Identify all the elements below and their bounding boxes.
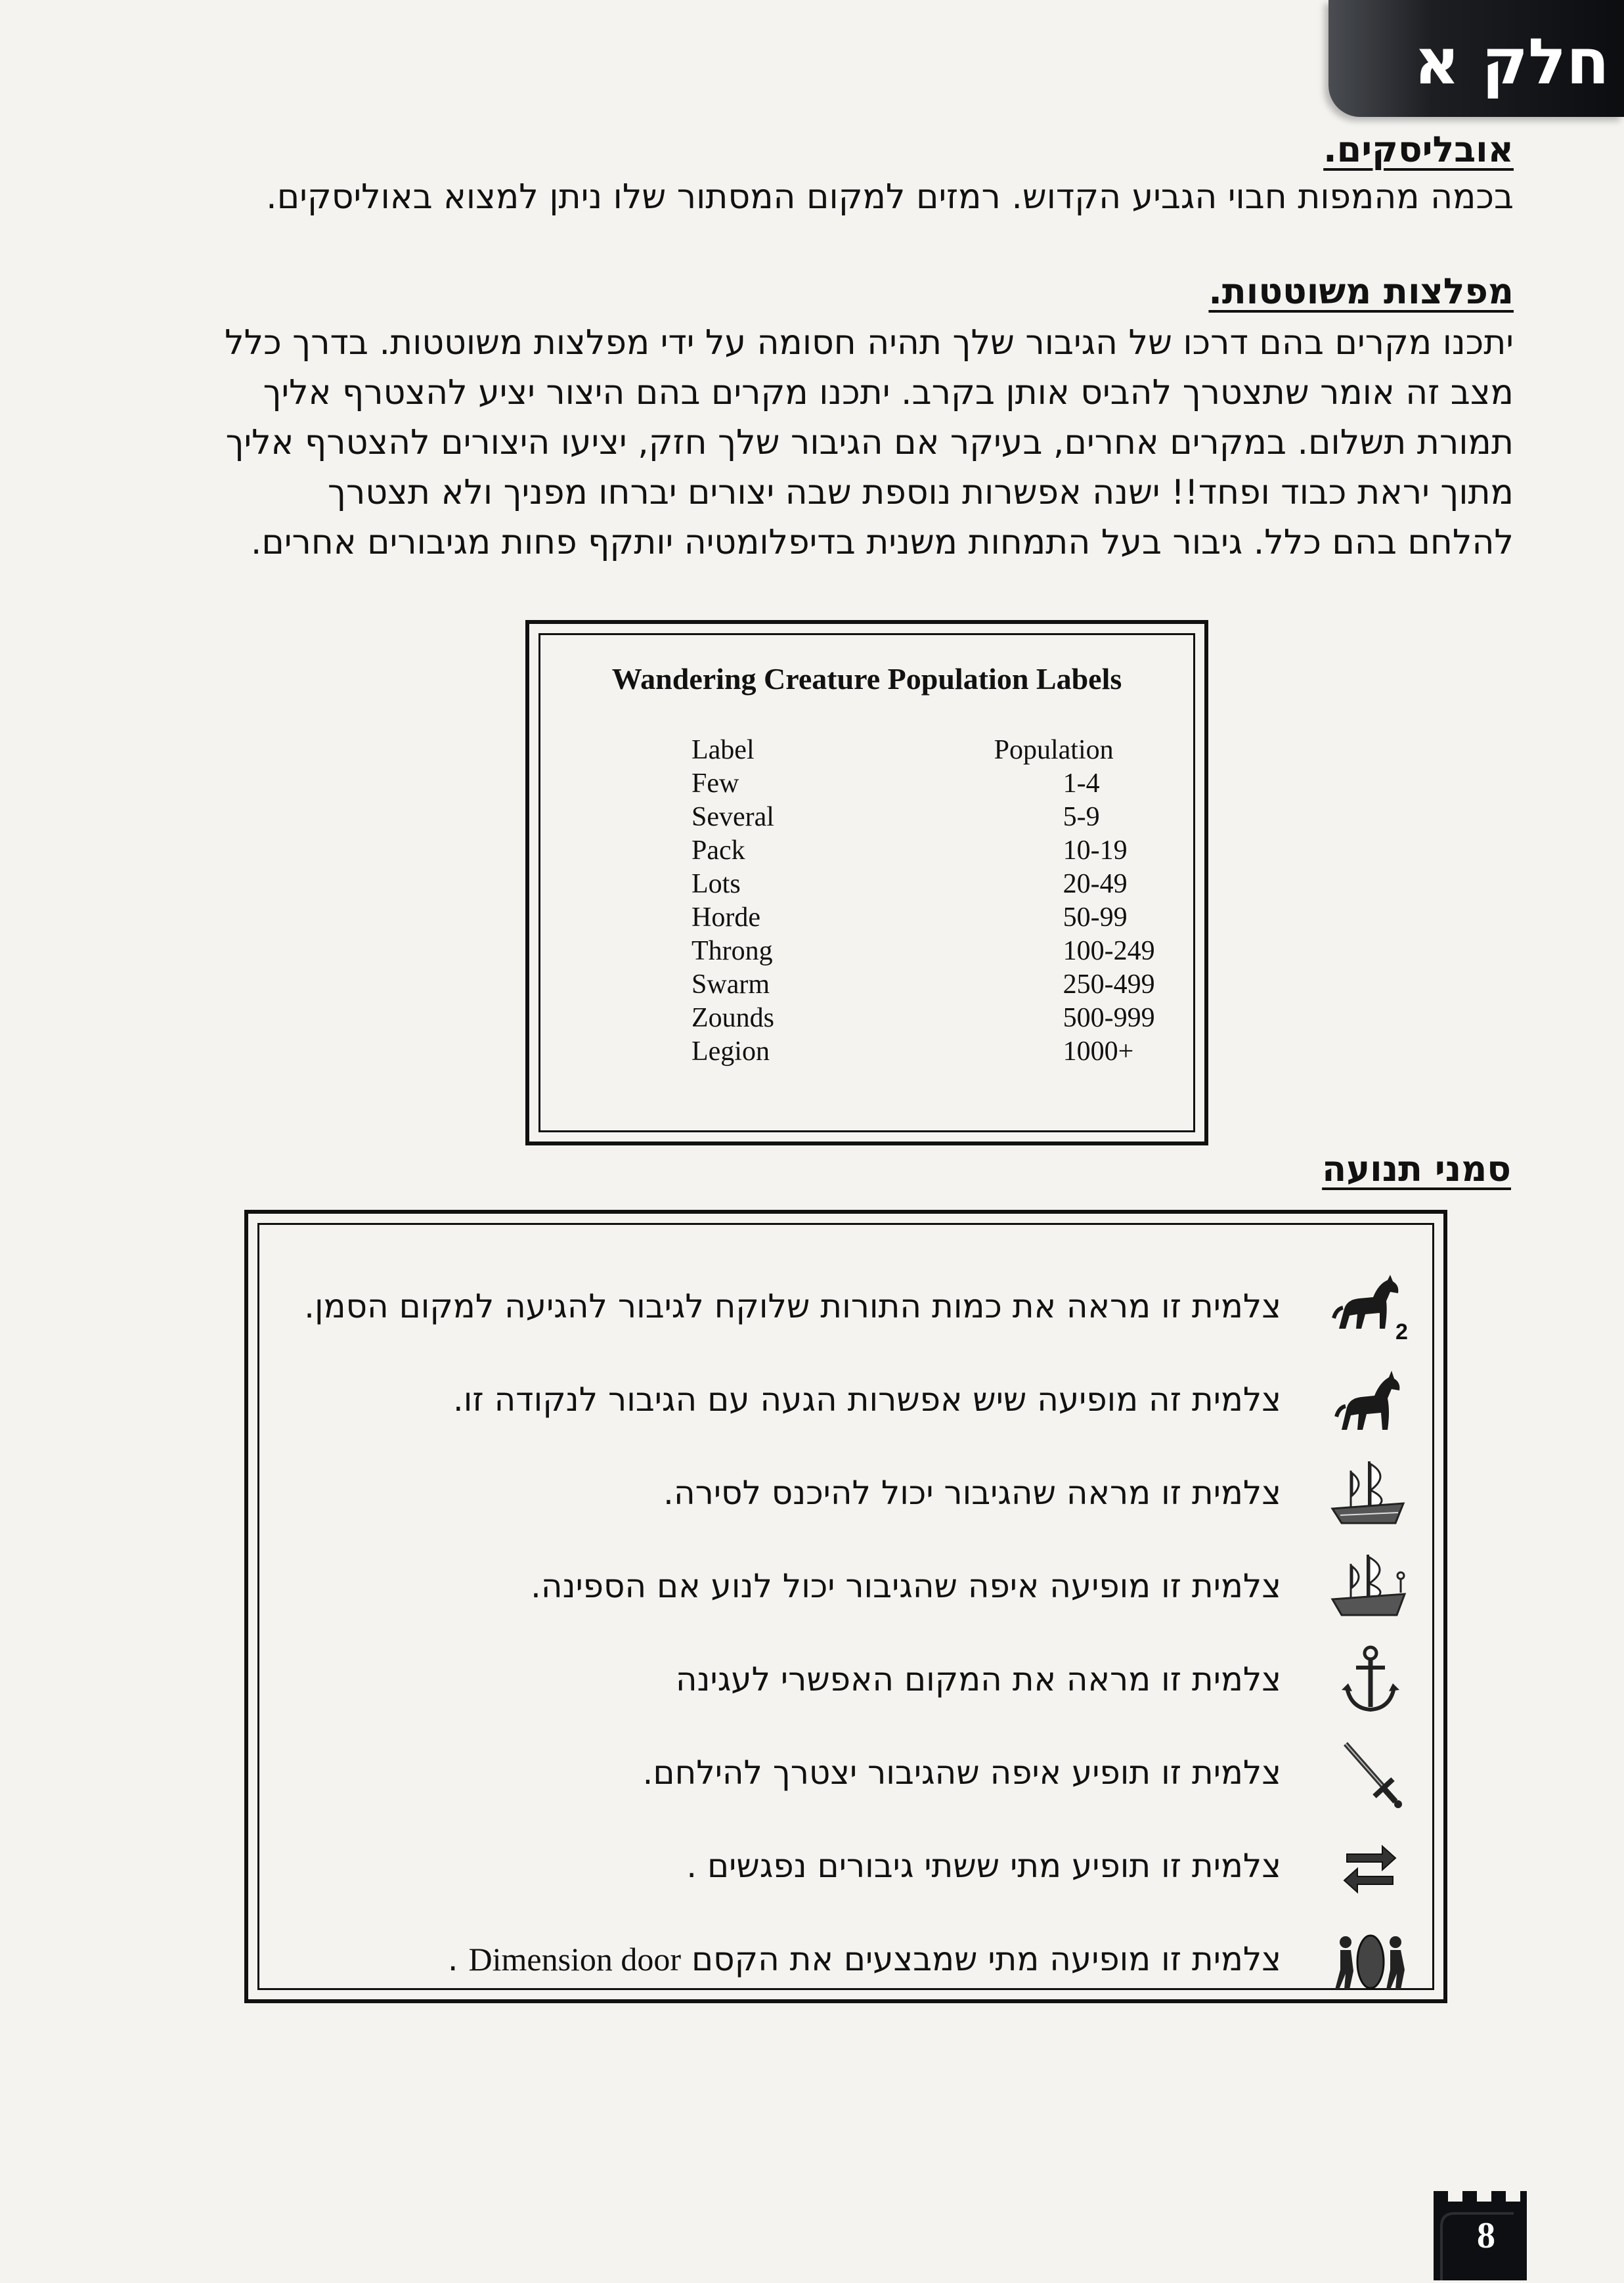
movement-item-text: צלמית זו תופיע מתי ששתי גיבורים נפגשים . (686, 1847, 1281, 1885)
row-population: 1000+ (1063, 1036, 1134, 1067)
row-label: Few (691, 768, 739, 799)
movement-item-text: צלמית זו מופיעה איפה שהגיבור יכול לנוע אם הספינה. (531, 1567, 1281, 1605)
movement-symbols-box (244, 1210, 1447, 2003)
list-item (276, 1364, 1432, 1436)
table-row (691, 868, 1193, 901)
list-item (276, 1737, 1432, 1809)
row-population: 100-249 (1063, 936, 1155, 966)
horse-icon (1327, 1364, 1413, 1436)
row-label: Several (691, 802, 774, 832)
population-table-inner-border (538, 633, 1195, 1132)
movement-item-text: צלמית זו מראה את כמות התורות שלוקח לגיבור להגיעה למקום הסמן. (304, 1287, 1281, 1325)
list-item (276, 1457, 1432, 1530)
wandering-line: מתוך יראת כבוד ופחד!! ישנה אפשרות נוספת שבה יצורים יברחו מפניך ולא תצטרך (328, 473, 1514, 512)
row-population: 5-9 (1063, 802, 1100, 832)
population-table (691, 734, 1193, 1069)
population-table-title: Wandering Creature Population Labels (611, 662, 1122, 696)
movement-item-text: צלמית זו מראה את המקום האפשרי לעגינה (675, 1660, 1281, 1698)
row-population: 50-99 (1063, 902, 1128, 933)
row-population: 250-499 (1063, 969, 1155, 1000)
row-population: 10-19 (1063, 835, 1128, 866)
dimension-door-text-end: . (447, 1940, 458, 1978)
swap-arrows-icon (1327, 1830, 1413, 1903)
ship-with-anchor-icon (1327, 1551, 1413, 1623)
table-row (691, 801, 1193, 834)
obelisks-heading: אובליסקים. (1323, 129, 1514, 170)
wandering-line: יתכנו מקרים בהם דרכו של הגיבור שלך תהיה חסומה על ידי מפלצות משוטטות. בדרך כלל (225, 323, 1514, 363)
movement-symbols-inner-border (257, 1223, 1434, 1990)
table-row (691, 935, 1193, 968)
wandering-line: להלחם בהם כלל. גיבור בעל התמחות משנית בדיפלומטיה יותקף פחות מגיבורים אחרים. (250, 523, 1514, 562)
list-item (276, 1551, 1432, 1623)
row-label: Throng (691, 936, 773, 966)
movement-item-text: צלמית זה מופיעה שיש אפשרות הגעה עם הגיבור לנקודה זו. (452, 1381, 1281, 1419)
list-item (276, 1924, 1432, 1996)
row-population: 20-49 (1063, 869, 1128, 899)
row-label: Lots (691, 869, 741, 899)
list-item (276, 1644, 1432, 1716)
population-table-box (525, 620, 1208, 1145)
horse-with-number-icon (1327, 1271, 1413, 1343)
row-population: 1-4 (1063, 768, 1100, 799)
movement-item-text: צלמית זו תופיע איפה שהגיבור יצטרך להילחם. (642, 1754, 1281, 1792)
section-tab (1328, 0, 1624, 117)
obelisks-line: בכמה מהמפות חבוי הגביע הקדוש. רמזים למקום המסתור שלו ניתן למצוא באוליסקים. (266, 177, 1514, 217)
anchor-icon (1327, 1644, 1413, 1716)
wandering-text (225, 318, 1514, 567)
row-label: Swarm (691, 969, 770, 1000)
dimension-door-text-en: Dimension door (468, 1941, 682, 1978)
ship-icon (1327, 1457, 1413, 1530)
dimension-door-icon (1327, 1924, 1413, 1996)
list-item (276, 1830, 1432, 1903)
col-header-label: Label (691, 735, 755, 765)
table-row (691, 1002, 1193, 1035)
sword-icon (1327, 1737, 1413, 1809)
horse-badge: 2 (1395, 1319, 1408, 1343)
col-header-population: Population (994, 735, 1114, 765)
movement-item-text: צלמית זו מראה שהגיבור יכול להיכנס לסירה. (663, 1474, 1281, 1512)
wandering-heading: מפלצות משוטטות. (1208, 271, 1514, 312)
table-row (691, 767, 1193, 801)
movement-item-text (448, 1939, 1281, 1979)
table-row (691, 901, 1193, 935)
obelisks-text (266, 172, 1514, 222)
dimension-door-text-he: צלמית זו מופיעה מתי שמבצעים את הקסם (691, 1940, 1281, 1978)
row-label: Zounds (691, 1003, 774, 1033)
page-number: 8 (1477, 2215, 1495, 2256)
section-tab-label: חלק א (1413, 25, 1610, 99)
table-row (691, 834, 1193, 868)
row-label: Horde (691, 902, 760, 933)
table-header-row (691, 734, 1193, 767)
list-item (276, 1271, 1432, 1343)
row-label: Pack (691, 835, 745, 866)
table-row (691, 968, 1193, 1002)
row-population: 500-999 (1063, 1003, 1155, 1033)
row-label: Legion (691, 1036, 770, 1067)
wandering-line: תמורת תשלום. במקרים אחרים, בעיקר אם הגיבור שלך חזק, יציעו היצורים להצטרף אליך (225, 423, 1514, 462)
wandering-line: מצב זה אומר שתצטרך להביס אותן בקרב. יתכנו מקרים בהם היצור יציע להצטרף אליך (263, 373, 1514, 412)
table-row (691, 1035, 1193, 1069)
movement-heading: סמני תנועה (1322, 1148, 1511, 1189)
